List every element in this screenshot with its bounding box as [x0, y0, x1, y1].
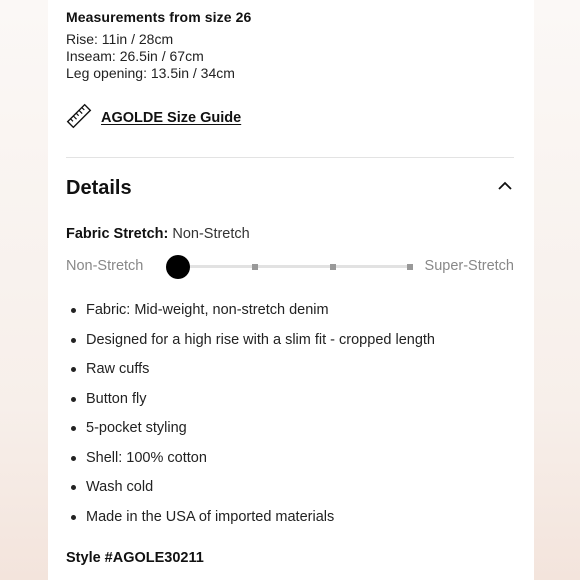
feature-item: Designed for a high rise with a slim fit - cropped length [66, 330, 435, 360]
feature-list [66, 300, 435, 536]
size-guide-link[interactable] [66, 104, 241, 132]
feature-item: 5-pocket styling [66, 418, 435, 448]
stretch-scale-tick [407, 264, 413, 270]
fabric-stretch-row [66, 226, 250, 242]
feature-item: Raw cuffs [66, 359, 435, 389]
stretch-scale-track [178, 265, 410, 268]
feature-item: Shell: 100% cotton [66, 448, 435, 478]
style-number: Style #AGOLE30211 [66, 550, 204, 566]
measurement-leg-opening: Leg opening: 13.5in / 34cm [66, 65, 235, 81]
feature-item: Fabric: Mid-weight, non-stretch denim [66, 300, 435, 330]
section-divider [66, 157, 514, 158]
stretch-scale-max-label: Super-Stretch [424, 258, 514, 274]
stretch-scale-indicator [166, 255, 190, 279]
feature-item: Wash cold [66, 477, 435, 507]
fabric-stretch-value: Non-Stretch [172, 226, 250, 242]
details-accordion-header[interactable] [66, 172, 514, 204]
fabric-stretch-label: Fabric Stretch: [66, 226, 169, 242]
measurement-inseam: Inseam: 26.5in / 67cm [66, 48, 204, 64]
feature-item: Button fly [66, 389, 435, 419]
details-title: Details [66, 176, 132, 199]
size-guide-label[interactable]: AGOLDE Size Guide [101, 110, 242, 126]
stretch-scale-min-label: Non-Stretch [66, 258, 144, 274]
measurements-title: Measurements from size 26 [66, 9, 252, 25]
measurement-rise: Rise: 11in / 28cm [66, 31, 174, 47]
stretch-scale-tick [330, 264, 336, 270]
chevron-up-icon[interactable] [496, 177, 514, 200]
stretch-scale-tick [252, 264, 258, 270]
feature-item: Made in the USA of imported materials [66, 507, 435, 537]
product-details-panel [48, 0, 534, 580]
ruler-icon [66, 103, 92, 134]
